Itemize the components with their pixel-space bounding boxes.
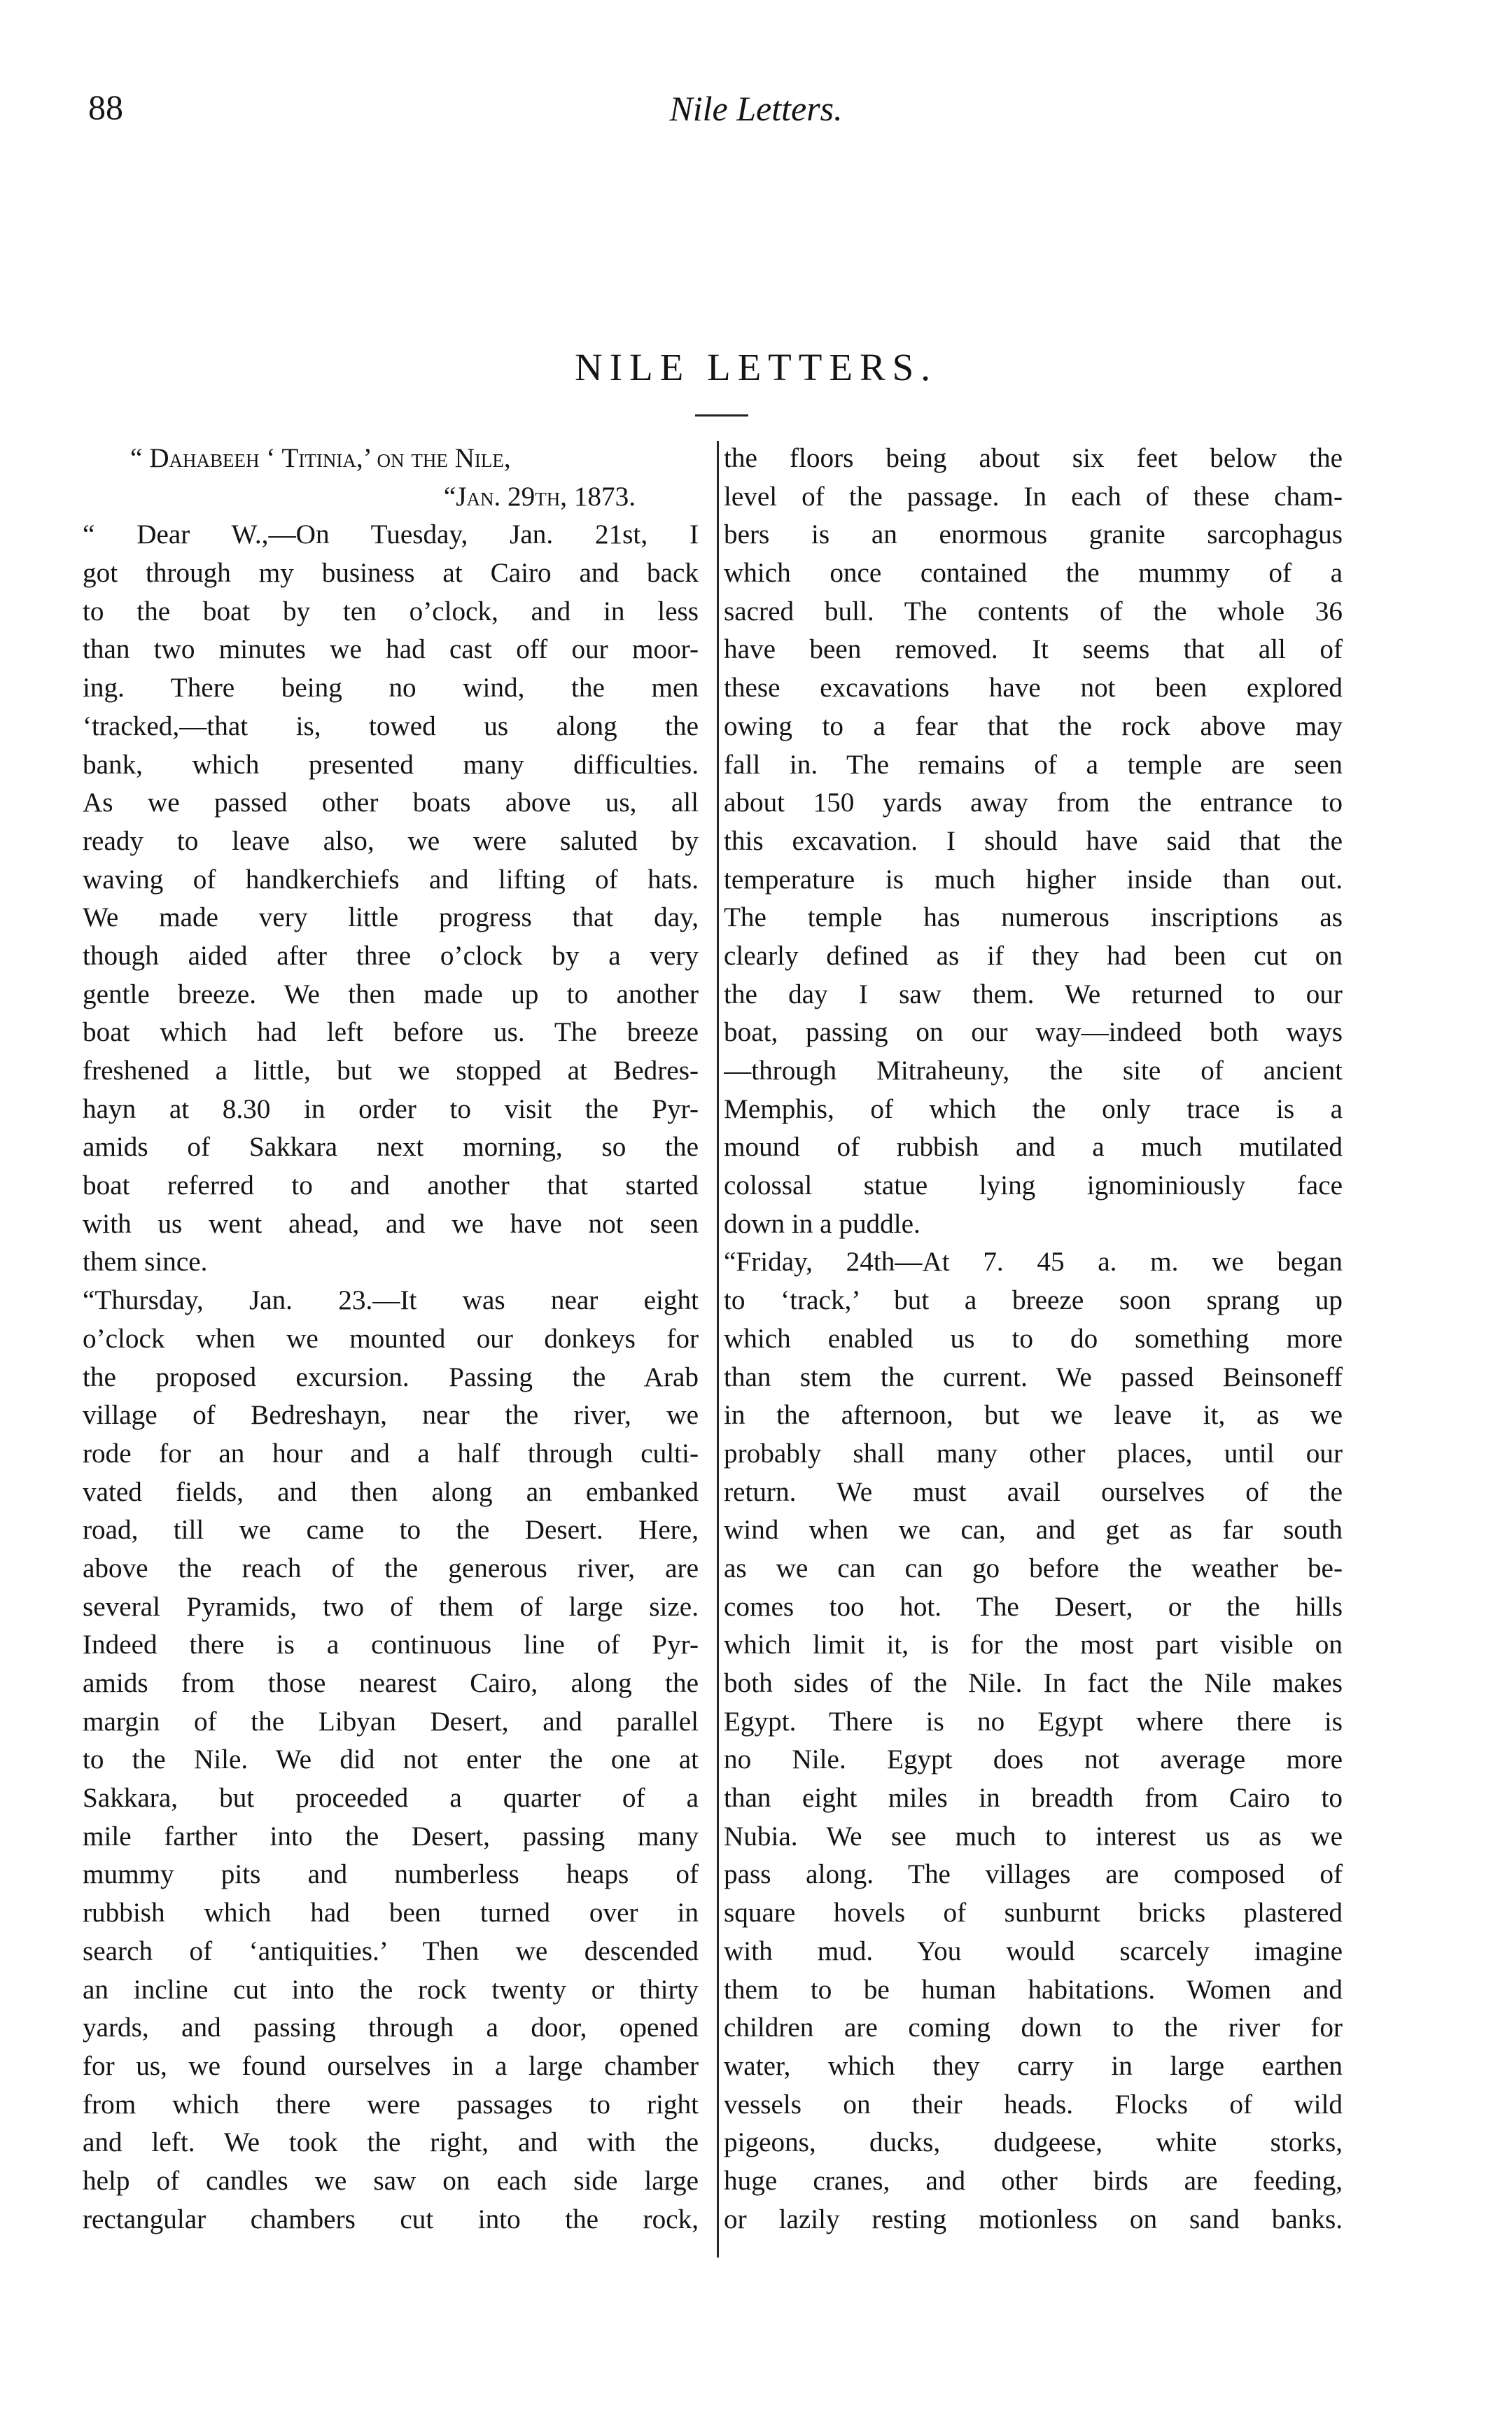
text-line: clearly defined as if they had been cut on (724, 940, 1343, 971)
text-line: waving of handkerchiefs and lifting of hats. (83, 864, 699, 895)
text-line: down in a puddle. (724, 1208, 920, 1239)
text-line: boat which had left before us. The breeze (83, 1017, 699, 1048)
text-line: about 150 yards away from the entrance to (724, 788, 1343, 818)
text-line: amids of Sakkara next morning, so the (83, 1132, 699, 1163)
text-line: both sides of the Nile. In fact the Nile makes (724, 1668, 1343, 1698)
text-line: than two minutes we had cast off our moor- (83, 634, 699, 665)
text-line: Indeed there is a continuous line of Pyr- (83, 1630, 699, 1660)
running-title: Nile Letters. (669, 89, 843, 128)
text-line: vated fields, and then along an embanked (83, 1476, 699, 1507)
text-line: return. We must avail ourselves of the (724, 1476, 1343, 1507)
text-line: to the Nile. We did not enter the one at (83, 1744, 699, 1775)
text-line: with us went ahead, and we have not seen (83, 1208, 699, 1239)
text-line: than eight miles in breadth from Cairo to (724, 1783, 1343, 1814)
dateline-date: “Jan. 29th, 1873. (443, 481, 636, 512)
text-line: square hovels of sunburnt bricks plastered (724, 1898, 1343, 1928)
text-line: —through Mitraheuny, the site of ancient (724, 1056, 1343, 1086)
text-line: ready to leave also, we were saluted by (83, 825, 699, 856)
text-line: sacred bull. The contents of the whole 36 (724, 596, 1343, 626)
text-line: or lazily resting motionless on sand banks. (724, 2204, 1343, 2234)
text-line: several Pyramids, two of them of large size. (83, 1591, 699, 1622)
text-line: fall in. The remains of a temple are seen (724, 749, 1343, 780)
text-line: pass along. The villages are composed of (724, 1859, 1343, 1890)
text-line: the proposed excursion. Passing the Arab (83, 1362, 699, 1392)
text-line: bers is an enormous granite sarcophagus (724, 519, 1343, 550)
text-line: which limit it, is for the most part visible on (724, 1630, 1343, 1660)
text-line: mound of rubbish and a much mutilated (724, 1132, 1343, 1163)
text-line: “ Dear W.,—On Tuesday, Jan. 21st, I (83, 519, 699, 550)
text-line: rode for an hour and a half through culti- (83, 1438, 699, 1469)
text-line: mile farther into the Desert, passing many (83, 1821, 699, 1851)
text-line: “Thursday, Jan. 23.—It was near eight (83, 1285, 699, 1316)
text-line: the floors being about six feet below the (724, 443, 1343, 473)
text-line: “Friday, 24th—At 7. 45 a. m. we began (724, 1247, 1343, 1278)
text-line: owing to a fear that the rock above may (724, 710, 1343, 741)
text-line: them to be human habitations. Women and (724, 1974, 1343, 2005)
text-line: search of ‘antiquities.’ Then we descended (83, 1935, 699, 1966)
article-title: NILE LETTERS. (575, 346, 937, 388)
text-line: ‘tracked,—that is, towed us along the (83, 710, 699, 741)
text-line: vessels on their heads. Flocks of wild (724, 2089, 1343, 2120)
text-line: rubbish which had been turned over in (83, 1898, 699, 1928)
text-line: than stem the current. We passed Beinsoneff (724, 1362, 1343, 1392)
text-line: them since. (83, 1247, 208, 1278)
text-line: boat, passing on our way—indeed both ways (724, 1017, 1343, 1048)
text-line: though aided after three o’clock by a very (83, 940, 699, 971)
text-line: o’clock when we mounted our donkeys for (83, 1323, 699, 1354)
text-line: ing. There being no wind, the men (83, 673, 699, 704)
title-rule (695, 414, 748, 416)
text-line: gentle breeze. We then made up to another (83, 979, 699, 1009)
text-line: have been removed. It seems that all of (724, 634, 1343, 665)
text-line: with mud. You would scarcely imagine (724, 1935, 1343, 1966)
text-line: village of Bedreshayn, near the river, we (83, 1400, 699, 1431)
text-line: Sakkara, but proceeded a quarter of a (83, 1783, 699, 1814)
text-line: wind when we can, and get as far south (724, 1515, 1343, 1546)
text-line: got through my business at Cairo and back (83, 558, 699, 589)
text-line: rectangular chambers cut into the rock, (83, 2204, 699, 2234)
text-line: an incline cut into the rock twenty or thirty (83, 1974, 699, 2005)
text-line: which enabled us to do something more (724, 1323, 1343, 1354)
text-line: mummy pits and numberless heaps of (83, 1859, 699, 1890)
text-line: We made very little progress that day, (83, 902, 699, 933)
text-line: probably shall many other places, until our (724, 1438, 1343, 1469)
text-line: as we can can go before the weather be- (724, 1553, 1343, 1583)
right-column (724, 440, 1343, 2239)
text-line: to ‘track,’ but a breeze soon sprang up (724, 1285, 1343, 1316)
dateline-place: “ Dahabeeh ‘ Titinia,’ on the Nile, (130, 443, 511, 473)
text-line: level of the passage. In each of these cham- (724, 481, 1343, 512)
text-line: pigeons, ducks, dudgeese, white storks, (724, 2127, 1343, 2158)
text-line: which once contained the mummy of a (724, 558, 1343, 589)
text-line: comes too hot. The Desert, or the hills (724, 1591, 1343, 1622)
text-line: this excavation. I should have said that the (724, 825, 1343, 856)
text-line: help of candles we saw on each side large (83, 2165, 699, 2196)
page-number: 88 (88, 88, 123, 127)
text-line: no Nile. Egypt does not average more (724, 1744, 1343, 1775)
text-line: in the afternoon, but we leave it, as we (724, 1400, 1343, 1431)
column-divider (717, 441, 719, 2258)
text-line: these excavations have not been explored (724, 673, 1343, 704)
text-line: Nubia. We see much to interest us as we (724, 1821, 1343, 1851)
text-line: colossal statue lying ignominiously face (724, 1170, 1343, 1201)
text-line: hayn at 8.30 in order to visit the Pyr- (83, 1093, 699, 1124)
text-line: road, till we came to the Desert. Here, (83, 1515, 699, 1546)
text-line: above the reach of the generous river, are (83, 1553, 699, 1583)
text-line: yards, and passing through a door, opened (83, 2012, 699, 2043)
text-line: bank, which presented many difficulties. (83, 749, 699, 780)
text-line: Egypt. There is no Egypt where there is (724, 1706, 1343, 1737)
text-line: water, which they carry in large earthen (724, 2050, 1343, 2081)
left-column (83, 440, 699, 2239)
text-line: boat referred to and another that started (83, 1170, 699, 1201)
text-line: huge cranes, and other birds are feeding, (724, 2165, 1343, 2196)
text-line: for us, we found ourselves in a large chamber (83, 2050, 699, 2081)
text-line: the day I saw them. We returned to our (724, 979, 1343, 1009)
text-line: Memphis, of which the only trace is a (724, 1093, 1343, 1124)
text-line: margin of the Libyan Desert, and parallel (83, 1706, 699, 1737)
text-line: and left. We took the right, and with the (83, 2127, 699, 2158)
text-line: The temple has numerous inscriptions as (724, 902, 1343, 933)
text-line: children are coming down to the river for (724, 2012, 1343, 2043)
text-line: temperature is much higher inside than out. (724, 864, 1343, 895)
running-head (0, 83, 1512, 139)
text-line: amids from those nearest Cairo, along the (83, 1668, 699, 1698)
text-line: freshened a little, but we stopped at Bedres- (83, 1056, 699, 1086)
text-line: from which there were passages to right (83, 2089, 699, 2120)
text-line: to the boat by ten o’clock, and in less (83, 596, 699, 626)
text-line: As we passed other boats above us, all (83, 788, 699, 818)
